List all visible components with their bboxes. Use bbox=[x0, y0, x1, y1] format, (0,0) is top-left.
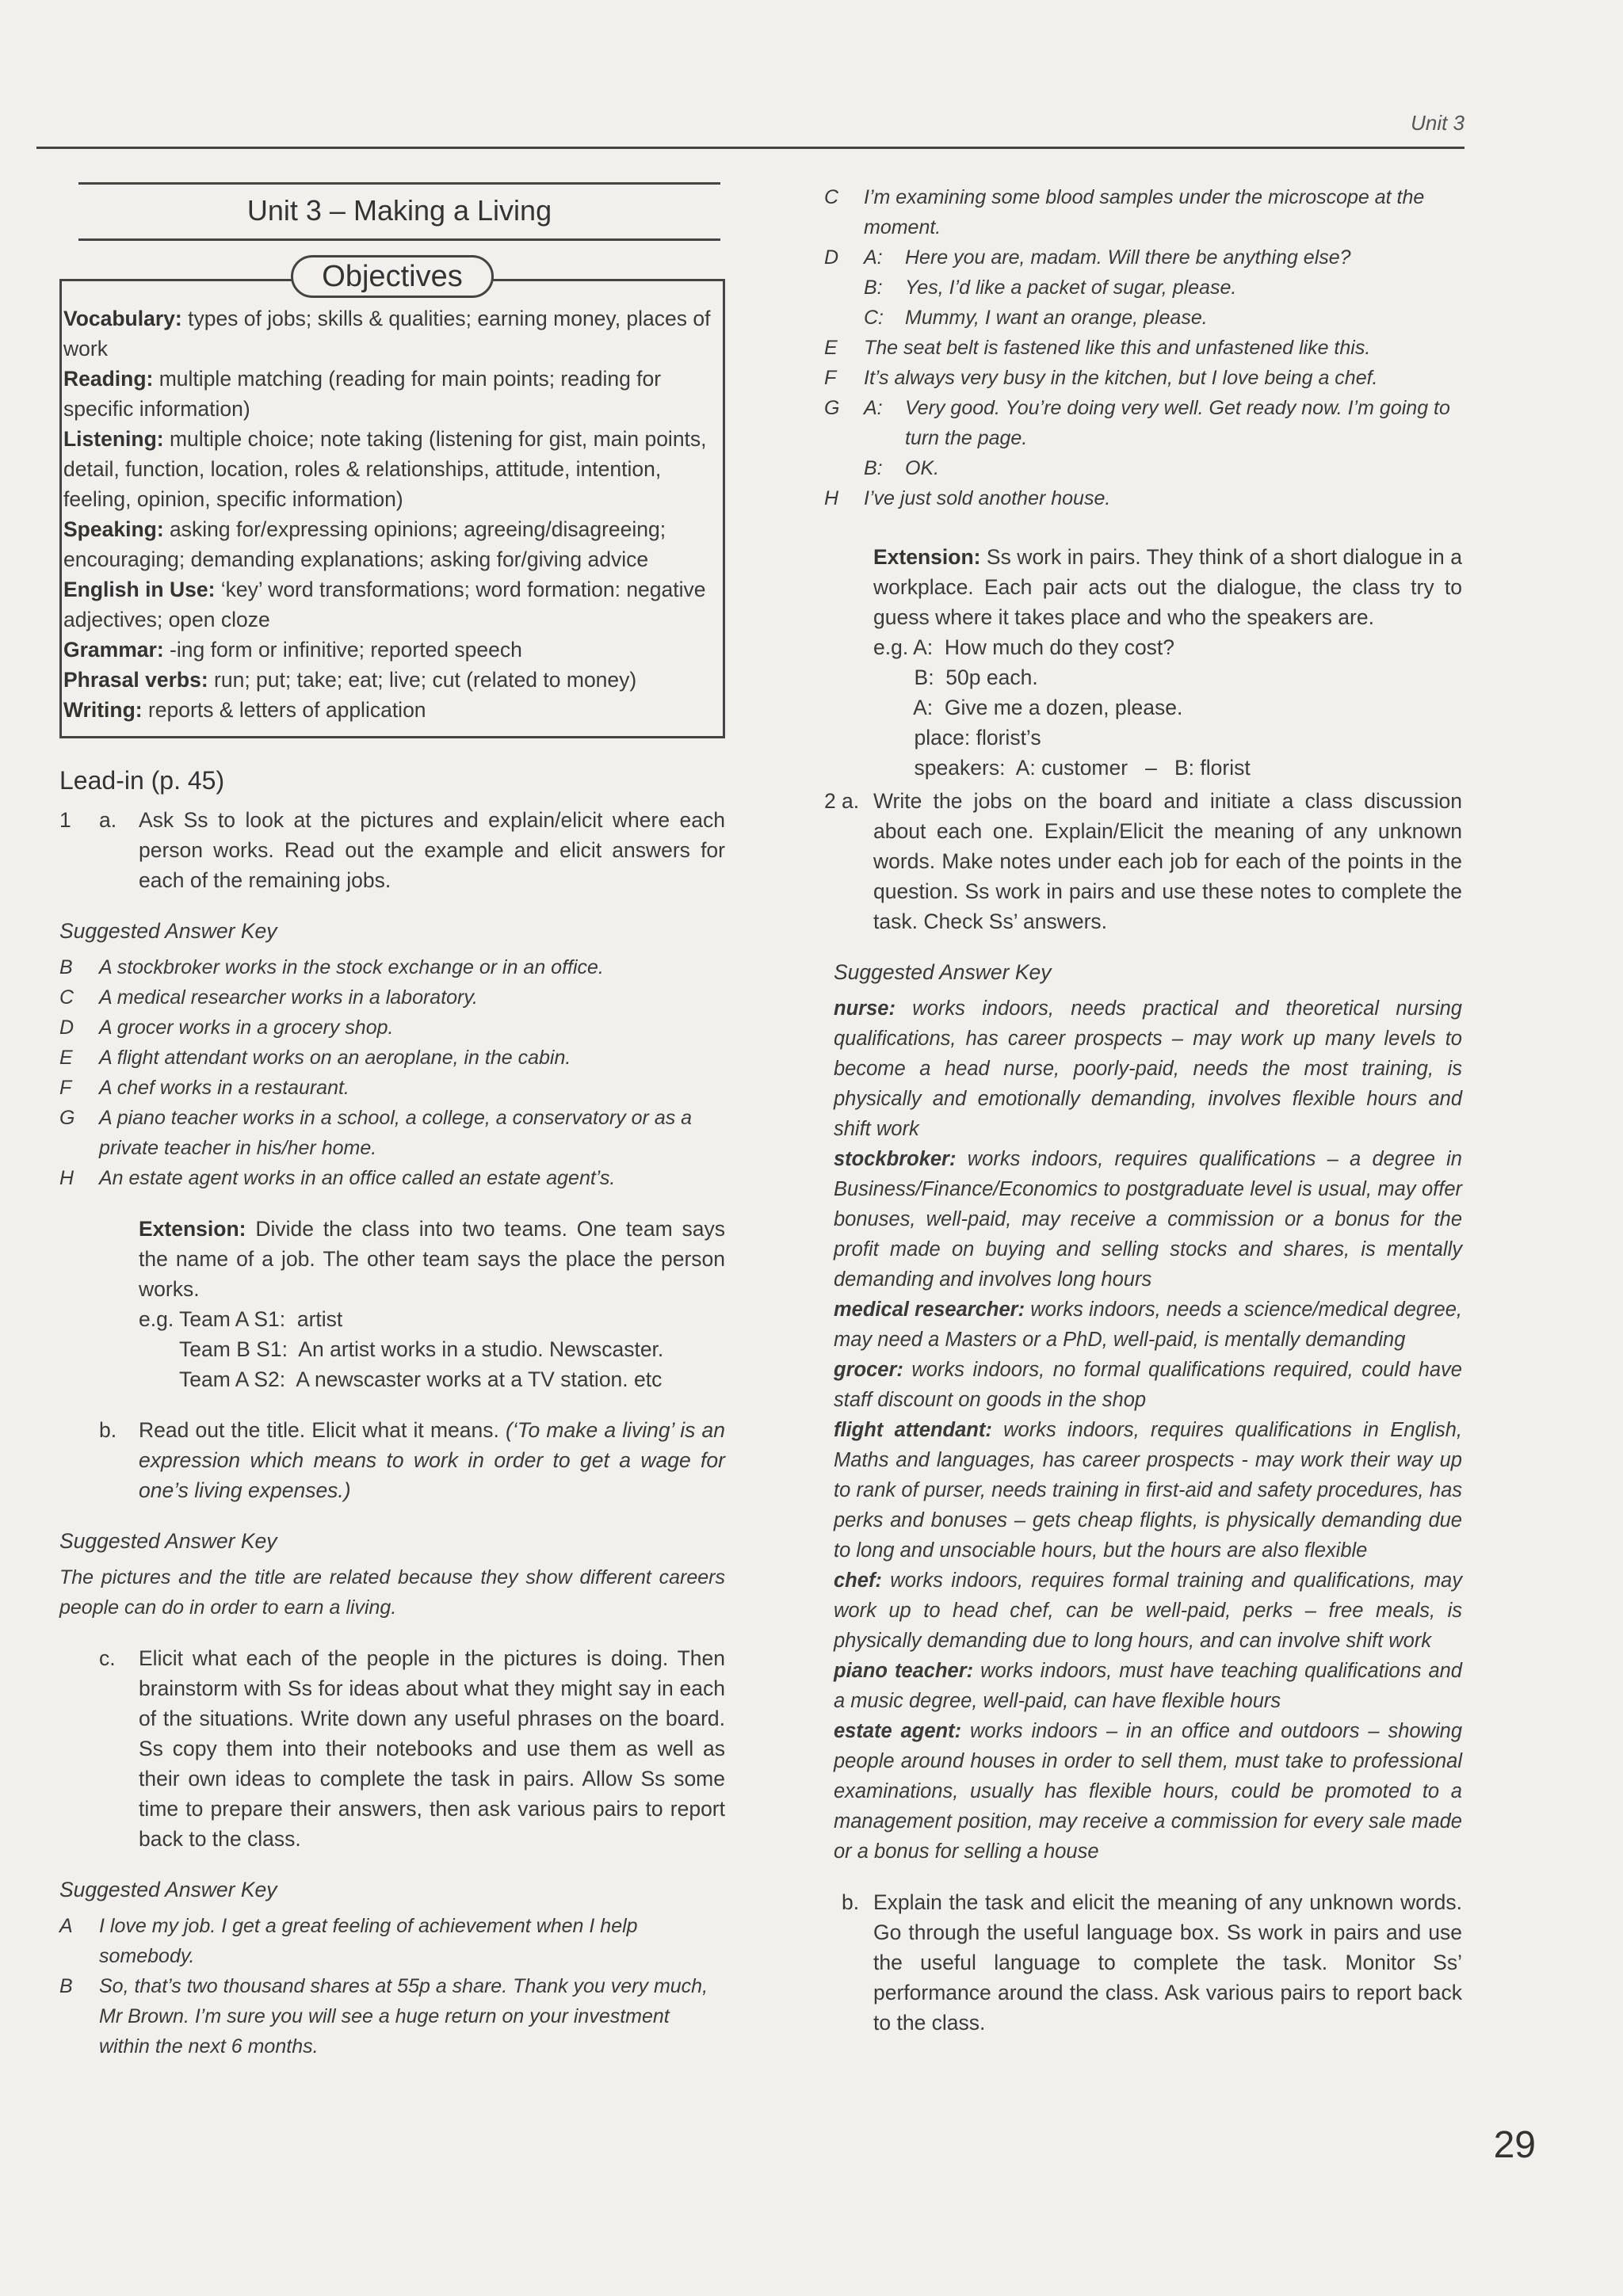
question-number: 2 bbox=[824, 789, 836, 813]
title-rule-bottom bbox=[78, 238, 720, 241]
objective-item bbox=[63, 303, 713, 364]
question-1b bbox=[59, 1415, 725, 1505]
answer-text: A piano teacher works in a school, a college, a conservatory or as a private teacher in his/her home. bbox=[99, 1107, 693, 1159]
dialogue-letter: H bbox=[824, 487, 839, 509]
answer-list bbox=[59, 952, 725, 1193]
answer-item bbox=[59, 1013, 725, 1043]
objective-item bbox=[63, 635, 713, 665]
job-description bbox=[834, 1566, 1462, 1656]
job-description bbox=[834, 994, 1462, 1144]
answer-letter: B bbox=[59, 956, 73, 978]
answer-item bbox=[59, 1971, 725, 2061]
objective-label: Phrasal verbs: bbox=[63, 668, 208, 692]
dialogue-line bbox=[824, 182, 1462, 242]
job-name: piano teacher: bbox=[834, 1660, 974, 1682]
objective-item bbox=[63, 574, 713, 635]
objective-label: English in Use: bbox=[63, 578, 216, 601]
answer-text: A grocer works in a grocery shop. bbox=[99, 1016, 394, 1039]
dialogue-speaker: C: bbox=[864, 307, 884, 329]
question-letter: b. bbox=[99, 1418, 117, 1442]
extension-label: Extension: bbox=[873, 545, 981, 569]
objective-text: reports & letters of application bbox=[142, 698, 426, 722]
suggested-answer-key-heading: Suggested Answer Key bbox=[59, 1878, 277, 1901]
extension-text bbox=[873, 542, 1462, 632]
answer-letter: B bbox=[59, 1975, 73, 1997]
objective-item bbox=[63, 695, 713, 725]
objective-text: ‘key’ word transformations; word formation: negative adjectives; open cloze bbox=[63, 578, 706, 631]
example-line: speakers: A: customer – B: florist bbox=[873, 756, 1251, 780]
objective-text: asking for/expressing opinions; agreeing/disagreeing; encouraging; demanding explanations; asking for/giving advice bbox=[63, 517, 666, 571]
job-details: works indoors, requires qualifications in English, Maths and languages, has career prospects - may work their way up to rank of purser, needs training in first-aid and safety procedures, has perks and bonuses – gets cheap flights, is physically demanding due to long and unsociable hours, but the hours are also flexible bbox=[834, 1419, 1462, 1562]
dialogue-letter bbox=[824, 453, 864, 483]
answer-text: A medical researcher works in a laboratory. bbox=[99, 986, 478, 1009]
answer-text: A chef works in a restaurant. bbox=[99, 1077, 349, 1099]
objectives-badge-row bbox=[59, 255, 725, 295]
question-gloss: (‘To make a living’ is an expression which means to work in order to get a wage for one’s living expenses.) bbox=[139, 1418, 726, 1502]
unit-title: Unit 3 – Making a Living bbox=[246, 194, 552, 227]
dialogue-letter: G bbox=[824, 397, 840, 419]
answer-item bbox=[59, 1103, 725, 1163]
dialogue-line bbox=[824, 363, 1462, 393]
left-column bbox=[59, 182, 725, 2061]
answer-letter: H bbox=[59, 1167, 74, 1189]
suggested-answer-key-heading: Suggested Answer Key bbox=[59, 919, 277, 943]
suggested-answer-key-heading: Suggested Answer Key bbox=[834, 960, 1052, 984]
dialogue-line bbox=[824, 333, 1462, 363]
answer-text: An estate agent works in an office called an estate agent’s. bbox=[99, 1167, 616, 1189]
dialogue-line bbox=[824, 242, 1462, 273]
dialogue-text: Here you are, madam. Will there be anything else? bbox=[905, 246, 1351, 269]
extension-label: Extension: bbox=[139, 1217, 246, 1241]
dialogue-text: It’s always very busy in the kitchen, but I love being a chef. bbox=[864, 367, 1378, 389]
answer-letter: F bbox=[59, 1077, 72, 1099]
job-details: works indoors, requires qualifications – a degree in Business/Finance/Economics to postgraduate level is usual, may offer bonuses, well-paid, may receive a commission or a bonus for the profit made on buying and selling stocks and shares, is mentally demanding and involves long hours bbox=[834, 1148, 1462, 1291]
question-number: 1 bbox=[59, 808, 71, 832]
dialogue-speaker: A: bbox=[864, 246, 883, 269]
extension-example bbox=[873, 632, 1462, 783]
job-details: works indoors, no formal qualifications required, could have staff discount on goods in the shop bbox=[834, 1359, 1462, 1411]
answer-list bbox=[59, 1911, 725, 2061]
job-description bbox=[834, 1716, 1462, 1867]
dialogue-line bbox=[824, 483, 1462, 513]
dialogue-text: Very good. You’re doing very well. Get ready now. I’m going to turn the page. bbox=[905, 397, 1450, 449]
dialogue-letter: C bbox=[824, 186, 839, 208]
dialogue-line bbox=[824, 393, 1462, 453]
dialogue-list bbox=[824, 182, 1462, 513]
job-details: works indoors, needs a science/medical degree, may need a Masters or a PhD, well-paid, is mentally demanding bbox=[834, 1299, 1462, 1351]
question-1c bbox=[59, 1643, 725, 1854]
example-line: A: Give me a dozen, please. bbox=[873, 696, 1183, 719]
job-name: chef: bbox=[834, 1569, 882, 1592]
job-name: estate agent: bbox=[834, 1720, 962, 1742]
unit-title-block bbox=[78, 182, 720, 241]
extension-text bbox=[139, 1214, 725, 1304]
dialogue-text: The seat belt is fastened like this and unfastened like this. bbox=[864, 337, 1371, 359]
answer-item bbox=[59, 1073, 725, 1103]
question-letter: a. bbox=[99, 808, 117, 832]
extension-example bbox=[139, 1304, 725, 1394]
question-letter: b. bbox=[842, 1890, 860, 1914]
dialogue-speaker: A: bbox=[864, 397, 883, 419]
suggested-answer-key-heading: Suggested Answer Key bbox=[59, 1529, 277, 1553]
job-description bbox=[834, 1656, 1462, 1716]
answer-item bbox=[59, 1911, 725, 1971]
page-number: 29 bbox=[1493, 2124, 1536, 2166]
answer-letter: G bbox=[59, 1107, 75, 1129]
job-description bbox=[834, 1415, 1462, 1566]
dialogue-line bbox=[824, 303, 1462, 333]
question-letter: c. bbox=[99, 1646, 116, 1670]
answer-text: A stockbroker works in the stock exchange or in an office. bbox=[99, 956, 604, 978]
dialogue-text: Mummy, I want an orange, please. bbox=[905, 307, 1208, 329]
question-2b bbox=[824, 1887, 1462, 2038]
question-text: Explain the task and elicit the meaning of any unknown words. Go through the useful language box. Ss work in pairs and use the useful language to complete the task. Monitor Ss’ performance around the class. Ask various pairs to report back to the class. bbox=[873, 1890, 1462, 2035]
dialogue-speaker: B: bbox=[864, 277, 883, 299]
job-name: medical researcher: bbox=[834, 1299, 1025, 1321]
dialogue-text: Yes, I’d like a packet of sugar, please. bbox=[905, 277, 1237, 299]
objective-label: Writing: bbox=[63, 698, 143, 722]
right-column bbox=[824, 182, 1462, 2038]
example-line: Team B S1: An artist works in a studio. Newscaster. bbox=[139, 1337, 664, 1361]
dialogue-letter: E bbox=[824, 337, 838, 359]
job-description bbox=[834, 1295, 1462, 1355]
dialogue-line bbox=[824, 273, 1462, 303]
objective-label: Grammar: bbox=[63, 638, 164, 662]
objective-text: -ing form or infinitive; reported speech bbox=[163, 638, 522, 662]
question-2a bbox=[824, 786, 1462, 936]
example-line: Team A S2: A newscaster works at a TV station. etc bbox=[139, 1367, 663, 1391]
answer-text: I love my job. I get a great feeling of achievement when I help somebody. bbox=[99, 1915, 638, 1967]
answer-text: The pictures and the title are related because they show different careers people can do in order to earn a living. bbox=[59, 1566, 725, 1619]
objective-label: Reading: bbox=[63, 367, 154, 391]
question-text bbox=[139, 1415, 725, 1505]
extension-body: Ss work in pairs. They think of a short dialogue in a workplace. Each pair acts out the dialogue, the class try to guess where it takes place and who the speakers are. bbox=[873, 545, 1462, 629]
job-name: grocer: bbox=[834, 1359, 903, 1381]
job-descriptions bbox=[834, 994, 1462, 1867]
header-rule bbox=[36, 147, 1465, 149]
objective-item bbox=[63, 364, 713, 424]
answer-letter: D bbox=[59, 1016, 74, 1039]
answer-letter: E bbox=[59, 1047, 73, 1069]
extension-body: Divide the class into two teams. One team says the name of a job. The other team says the place the person works. bbox=[139, 1217, 725, 1301]
question-letter: a. bbox=[842, 789, 860, 813]
dialogue-text: I’ve just sold another house. bbox=[864, 487, 1111, 509]
answer-letter: A bbox=[59, 1915, 73, 1937]
objectives-badge: Objectives bbox=[291, 255, 493, 298]
objective-label: Vocabulary: bbox=[63, 307, 182, 330]
objective-item bbox=[63, 514, 713, 574]
extension-2 bbox=[873, 542, 1462, 783]
dialogue-letter bbox=[824, 273, 864, 303]
objective-text: multiple matching (reading for main points; reading for specific information) bbox=[63, 367, 662, 421]
objective-label: Listening: bbox=[63, 427, 164, 451]
dialogue-line bbox=[824, 453, 1462, 483]
objective-text: multiple choice; note taking (listening for gist, main points, detail, function, location, roles & relationships, attitude, intention, feeling, opinion, specific information) bbox=[63, 427, 707, 511]
dialogue-text: OK. bbox=[905, 457, 940, 479]
example-line: B: 50p each. bbox=[873, 666, 1038, 689]
running-head: Unit 3 bbox=[1411, 111, 1465, 135]
question-1a bbox=[59, 805, 725, 895]
objective-item bbox=[63, 424, 713, 514]
objectives-box bbox=[59, 279, 725, 738]
question-body: Read out the title. Elicit what it means. bbox=[139, 1418, 506, 1442]
answer-item bbox=[59, 982, 725, 1013]
question-text: Write the jobs on the board and initiate a class discussion about each one. Explain/Elicit the meaning of any unknown words. Make notes under each job for each of the points in the question. Ss work in pairs and use these notes to complete the task. Check Ss’ answers. bbox=[873, 789, 1462, 933]
example-line: e.g. A: How much do they cost? bbox=[873, 635, 1175, 659]
job-name: flight attendant: bbox=[834, 1419, 992, 1441]
answer-item bbox=[59, 1043, 725, 1073]
job-name: stockbroker: bbox=[834, 1148, 957, 1170]
dialogue-letter: F bbox=[824, 367, 837, 389]
answer-item bbox=[59, 952, 725, 982]
question-text: Elicit what each of the people in the pictures is doing. Then brainstorm with Ss for ideas about what they might say in each of the situations. Write down any useful phrases on the board. Ss copy them into their notebooks and use them as well as their own ideas to complete the task in pairs. Allow Ss some time to prepare their answers, then ask various pairs to report back to the class. bbox=[139, 1646, 725, 1851]
job-name: nurse: bbox=[834, 997, 896, 1020]
example-line: e.g. Team A S1: artist bbox=[139, 1307, 343, 1331]
dialogue-letter bbox=[824, 303, 864, 333]
job-description bbox=[834, 1355, 1462, 1415]
answer-text: A flight attendant works on an aeroplane, in the cabin. bbox=[99, 1047, 571, 1069]
example-line: place: florist’s bbox=[873, 726, 1041, 749]
job-details: works indoors, requires formal training and qualifications, may work up to head chef, can be well-paid, perks – free meals, is physically demanding due to long hours, and can involve shift work bbox=[834, 1569, 1462, 1652]
objective-item bbox=[63, 665, 713, 695]
lead-in-heading: Lead-in (p. 45) bbox=[59, 766, 225, 795]
answer-item bbox=[59, 1163, 725, 1193]
dialogue-text: I’m examining some blood samples under the microscope at the moment. bbox=[864, 186, 1425, 238]
dialogue-letter: D bbox=[824, 246, 839, 269]
dialogue-speaker: B: bbox=[864, 457, 883, 479]
question-text: Ask Ss to look at the pictures and explain/elicit where each person works. Read out the example and elicit answers for each of the remaining jobs. bbox=[139, 808, 725, 892]
job-details: works indoors, must have teaching qualifications and a music degree, well-paid, can have flexible hours bbox=[834, 1660, 1462, 1712]
job-details: works indoors, needs practical and theoretical nursing qualifications, has career prospects – may work up many levels to become a head nurse, poorly-paid, needs the most training, is physically and emotionally demanding, involves flexible hours and shift work bbox=[834, 997, 1462, 1140]
extension-1 bbox=[139, 1214, 725, 1394]
answer-letter: C bbox=[59, 986, 74, 1009]
objective-text: types of jobs; skills & qualities; earning money, places of work bbox=[63, 307, 711, 360]
objective-label: Speaking: bbox=[63, 517, 164, 541]
objective-text: run; put; take; eat; live; cut (related to money) bbox=[208, 668, 637, 692]
answer-text: So, that’s two thousand shares at 55p a share. Thank you very much, Mr Brown. I’m sure you will see a huge return on your investment within the next 6 months. bbox=[99, 1975, 708, 2058]
job-description bbox=[834, 1144, 1462, 1295]
job-details: works indoors – in an office and outdoors – showing people around houses in order to sell them, must take to professional examinations, usually has flexible hours, could be promoted to a management position, may receive a commission for every sale made or a bonus for selling a house bbox=[834, 1720, 1462, 1863]
